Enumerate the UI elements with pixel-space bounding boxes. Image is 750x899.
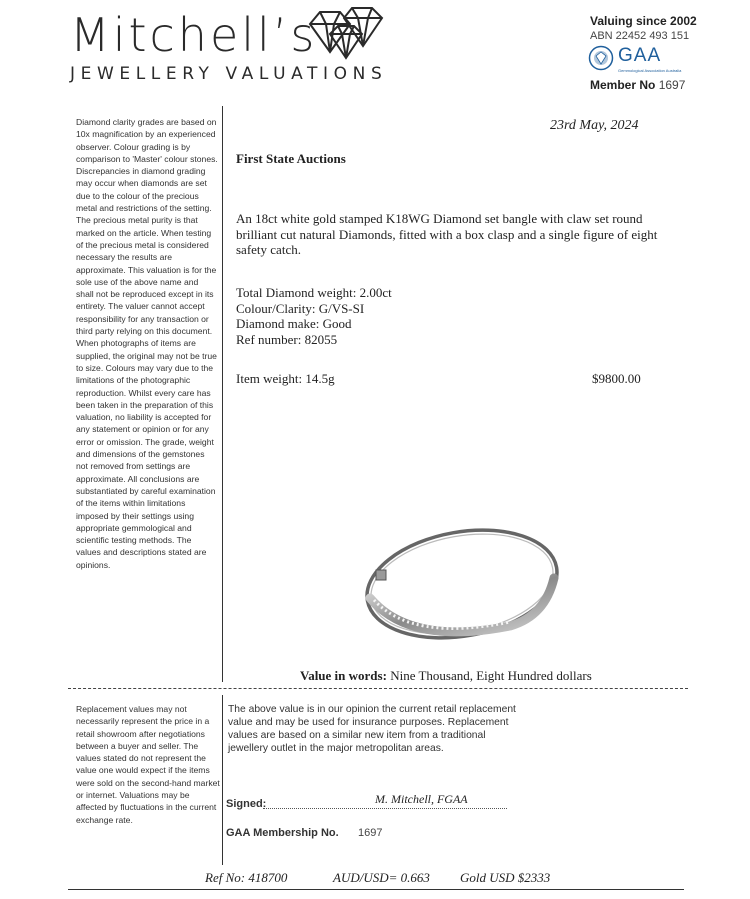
disclaimer-text: Diamond clarity grades are based on 10x magnification by an experienced observer. Colour grading is by comparison to 'Master' colour stones. Discrepancies in diamond grading may occur when diamonds are set due to the colour of the precious metal and restrictions of the setting. The precious metal purity is that marked on the article. When testing of the precious metal is considered necessary the results are approximate. This valuation is for the sole use of the above name and shall not be reproduced except in its entirety. The valuer cannot accept responsibility for any transaction or third party relying on this document. When photographs of items are supplied, the original may not be true to size. Colours may vary due to the limitations of the photographic reproduction. Whilst every care has been taken in the preparation of this valuation, no liability is accepted for any statement or opinion or for any error or omission. The grade, weight and dimensions of the gemstones not removed from settings are approximate. All conclusions are substantiated by careful examination of the items within limitations imposed by their settings using appropriate gemmological and scientific testing methods. The values and descriptions stated are opinions. bbox=[76, 117, 218, 570]
valuation-price: $9800.00 bbox=[592, 371, 641, 386]
gaa-globe-icon bbox=[588, 45, 614, 71]
exchange-rate: AUD/USD= 0.663 bbox=[333, 870, 430, 885]
member-number: Member No 1697 bbox=[590, 78, 686, 92]
membership-number: 1697 bbox=[358, 827, 383, 839]
signature-line bbox=[263, 808, 507, 809]
total-diamond-weight: Total Diamond weight: 2.00ct bbox=[236, 285, 392, 300]
membership-label: GAA Membership No. bbox=[226, 827, 339, 839]
brand-subtitle: JEWELLERY VALUATIONS bbox=[70, 64, 388, 84]
colour-clarity: Colour/Clarity: G/VS-SI bbox=[236, 300, 365, 316]
abn-number: ABN 22452 493 151 bbox=[590, 30, 690, 42]
ref-number: Ref number: 82055 bbox=[236, 331, 338, 347]
signed-label: Signed: bbox=[226, 798, 267, 810]
signer-name: M. Mitchell, FGAA bbox=[375, 792, 468, 806]
divider-vertical-lower bbox=[222, 695, 223, 865]
value-in-words: Value in words: Nine Thousand, Eight Hundred dollars bbox=[300, 668, 592, 683]
valuation-date: 23rd May, 2024 bbox=[550, 118, 639, 133]
client-name: First State Auctions bbox=[236, 151, 346, 166]
divider-vertical bbox=[222, 106, 223, 682]
replacement-statement: The above value is in our opinion the current retail replacement value and may be used for insurance purposes. Replacement values are based on a similar new item from a traditional jewellery outlet in the major metropolitan areas. bbox=[228, 704, 516, 755]
bottom-rule bbox=[68, 889, 684, 890]
diamond-make: Diamond make: Good bbox=[236, 316, 352, 331]
ref-no: Ref No: 418700 bbox=[205, 870, 288, 885]
item-description: An 18ct white gold stamped K18WG Diamond set bangle with claw set round brilliant cut natural Diamonds, fitted with a box clasp and a single figure of eight safety catch. bbox=[236, 211, 658, 257]
item-weight: Item weight: 14.5g bbox=[236, 371, 335, 386]
gaa-tagline: Gemmological Association Australia bbox=[618, 68, 682, 73]
brand-name: Mitchell’s bbox=[70, 8, 318, 62]
replacement-disclaimer: Replacement values may not necessarily represent the price in a retail showroom after negotiations between a buyer and seller. The values stated do not represent the value one would expect if the items were sold on the second-hand market or internet. Valuations may be affected by fluctuations in the current exchange rate. bbox=[76, 704, 220, 825]
diamond-specs bbox=[236, 285, 392, 347]
bangle-photo bbox=[350, 518, 570, 648]
gaa-logo-text: GAA bbox=[618, 45, 662, 66]
diamond-logo-icon bbox=[304, 4, 386, 60]
gold-price: Gold USD $2333 bbox=[460, 870, 551, 885]
dashed-divider bbox=[68, 688, 688, 689]
valuing-since: Valuing since 2002 bbox=[590, 14, 697, 28]
